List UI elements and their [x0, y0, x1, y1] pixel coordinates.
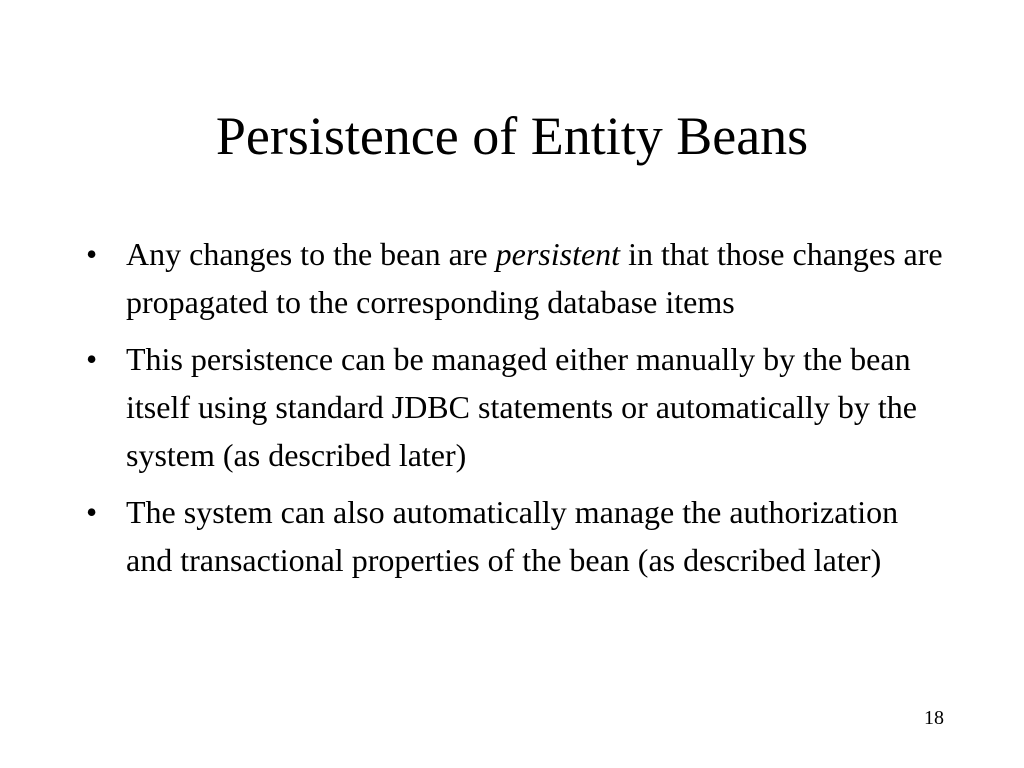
bullet-emphasis: persistent: [495, 236, 621, 272]
bullet-marker: •: [86, 236, 98, 272]
bullet-text: The system can also automatically manage the authorization and transactional properties of the bean (as described later): [126, 494, 899, 578]
slide-title: Persistence of Entity Beans: [215, 106, 809, 166]
bullet-text-after: in that those changes are propagated to the corresponding database items: [126, 236, 943, 320]
bullet-item: [86, 488, 946, 584]
bullet-item: [86, 230, 946, 326]
bullet-text-before: Any changes to the bean are: [126, 236, 496, 272]
bullet-item: [86, 335, 946, 479]
bullet-text: This persistence can be managed either manually by the bean itself using standard JDBC statements or automatically by the system (as described later): [126, 341, 917, 473]
bullet-list: [86, 230, 946, 593]
bullet-marker: •: [86, 341, 98, 377]
bullet-marker: •: [86, 494, 98, 530]
page-number: 18: [924, 707, 944, 729]
